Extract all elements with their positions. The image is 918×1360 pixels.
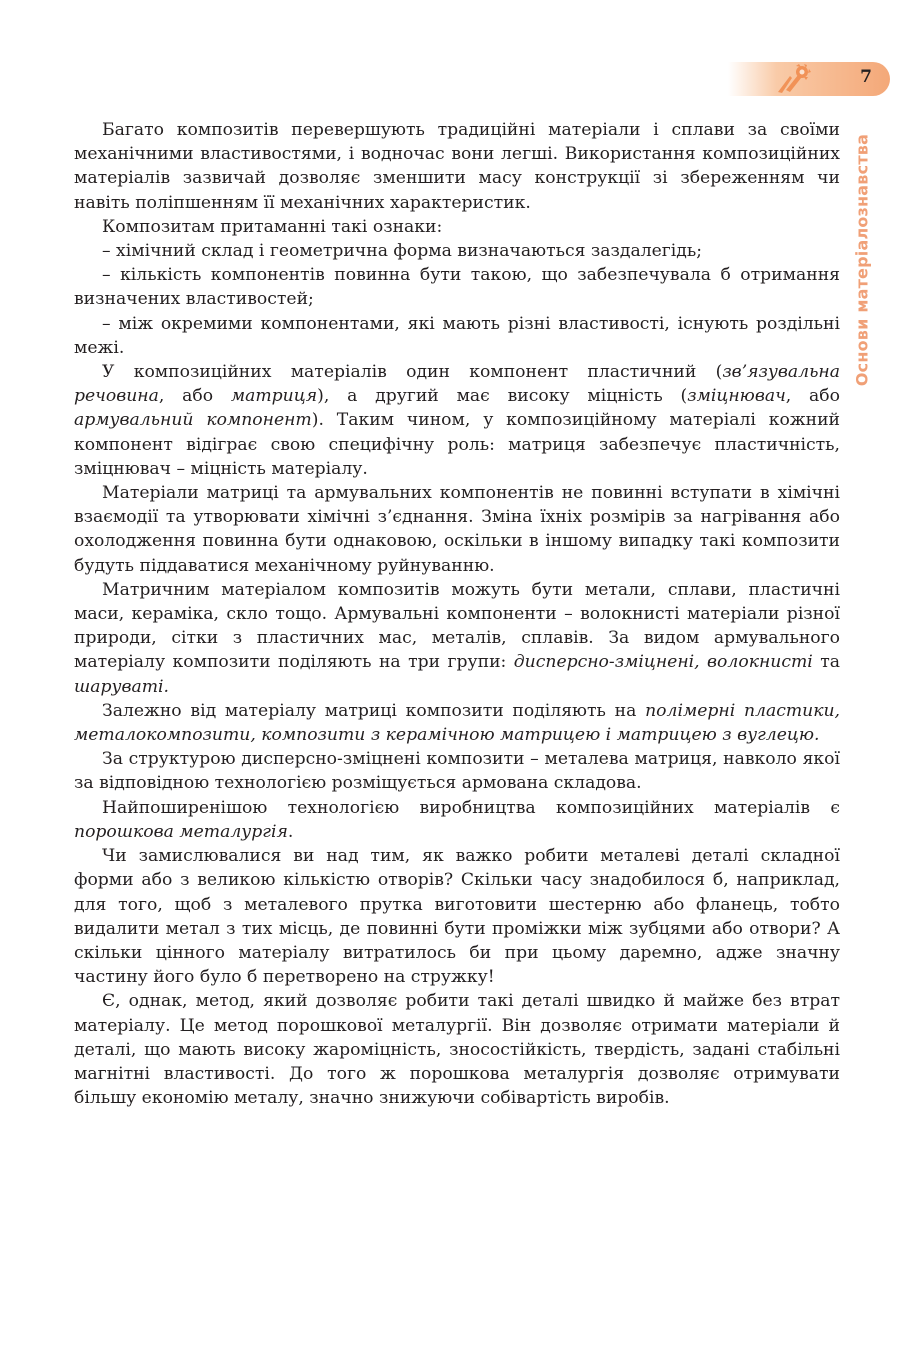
text-run: та <box>812 652 840 673</box>
term: армувальний компонент <box>74 410 312 431</box>
term: матриця <box>230 386 318 407</box>
text-run: Найпоширенішою технологією виробництва композиційних матеріалів є <box>102 797 840 818</box>
paragraph <box>74 796 840 844</box>
term: шаруваті. <box>74 676 170 697</box>
paragraph: Композитам притаманні такі ознаки: <box>102 216 443 237</box>
list-item: – кількість компонентів повинна бути такою, що забезпечувала б отримання визначених властивостей; <box>74 265 840 310</box>
paragraph <box>74 578 840 699</box>
body-text <box>74 118 840 1110</box>
list-item: – між окремими компонентами, які мають різні властивості, існують роздільні межі. <box>74 313 840 358</box>
gear-icon <box>768 62 824 96</box>
paragraph: За структурою дисперсно-зміцнені композити – металева матриця, навколо якої за відповідною технологією розміщується армована складова. <box>74 749 840 794</box>
text-run: У композиційних матеріалів один компонент пластичний ( <box>102 362 723 383</box>
page-number-tab <box>728 62 890 96</box>
paragraph: Є, однак, метод, який дозволяє робити такі деталі швидко й майже без втрат матеріалу. Це метод порошкової металургії. Він дозволяє отримати матеріали й деталі, що мають високу жароміцність, зносостійкість, твердість, задані стабільні магнітні властивості. До того ж порошкова металургія дозволяє отримувати більшу економію металу, значно знижуючи собівартість виробів. <box>74 991 840 1109</box>
paragraph: Багато композитів перевершують традиційні матеріали і сплави за своїми механічними властивостями, і водночас вони легші. Використання композиційних матеріалів зазвичай дозволяє зменшити масу конструкції зі збереженням чи навіть поліпшенням її механічних характеристик. <box>74 120 840 213</box>
term: дисперсно-зміцнені, волокнисті <box>513 652 813 673</box>
term: зміцнювач <box>687 386 786 407</box>
text-run: ), а другий має високу міцність ( <box>317 386 688 407</box>
page-number: 7 <box>860 67 872 87</box>
paragraph <box>74 699 840 747</box>
section-title: Основи матеріалознавства <box>852 133 872 387</box>
text-run: ). Таким чином, у композиційному матеріалі кожний компонент відіграє свою специфічну роль: матриця забезпечує пластичність, зміцнювач – міцність матеріалу. <box>74 410 840 479</box>
term: полімерні пластики, металокомпозити, композити з керамічною матрицею і матрицею з вуглецю. <box>74 700 840 746</box>
paragraph: Чи замислювалися ви над тим, як важко робити металеві деталі складної форми або з великою кількістю отворів? Скільки часу знадобилося б, наприклад, для того, щоб з металевого прутка виготовити шестерню або фланець, тобто видалити метал з тих місць, де повинні бути проміжки між зубцями або отвори? А скільки цінного матеріалу витратилось би при цьому даремно, адже значну частину його було б перетворено на стружку! <box>74 846 840 988</box>
text-run: , або <box>158 386 231 407</box>
paragraph: Матеріали матриці та армувальних компонентів не повинні вступати в хімічні взаємодії та утворювати хімічні з’єднання. Зміна їхніх розмірів за нагрівання або охолодження повинна бути однаковою, оскільки в іншому випадку такі композити будуть піддаватися механічному руйнуванню. <box>74 483 840 576</box>
paragraph <box>74 360 840 481</box>
text-run: Матричним матеріалом композитів можуть бути метали, сплави, пластичні маси, кераміка, скло тощо. Армувальні компоненти – волокнисті матеріали різної природи, сітки з пластичних мас, металів, сплавів. За видом армувального матеріалу композити поділяють на три групи: <box>74 579 840 673</box>
term: зв’язувальна речовина <box>74 362 840 407</box>
text-run: , або <box>785 386 840 407</box>
text-run: . <box>287 821 294 842</box>
term: порошкова металургія <box>74 821 288 842</box>
list-item: – хімічний склад і геометрична форма визначаються заздалегідь; <box>102 241 703 262</box>
section-title-vertical <box>845 120 879 400</box>
text-run: Залежно від матеріалу матриці композити поділяють на <box>102 700 646 721</box>
